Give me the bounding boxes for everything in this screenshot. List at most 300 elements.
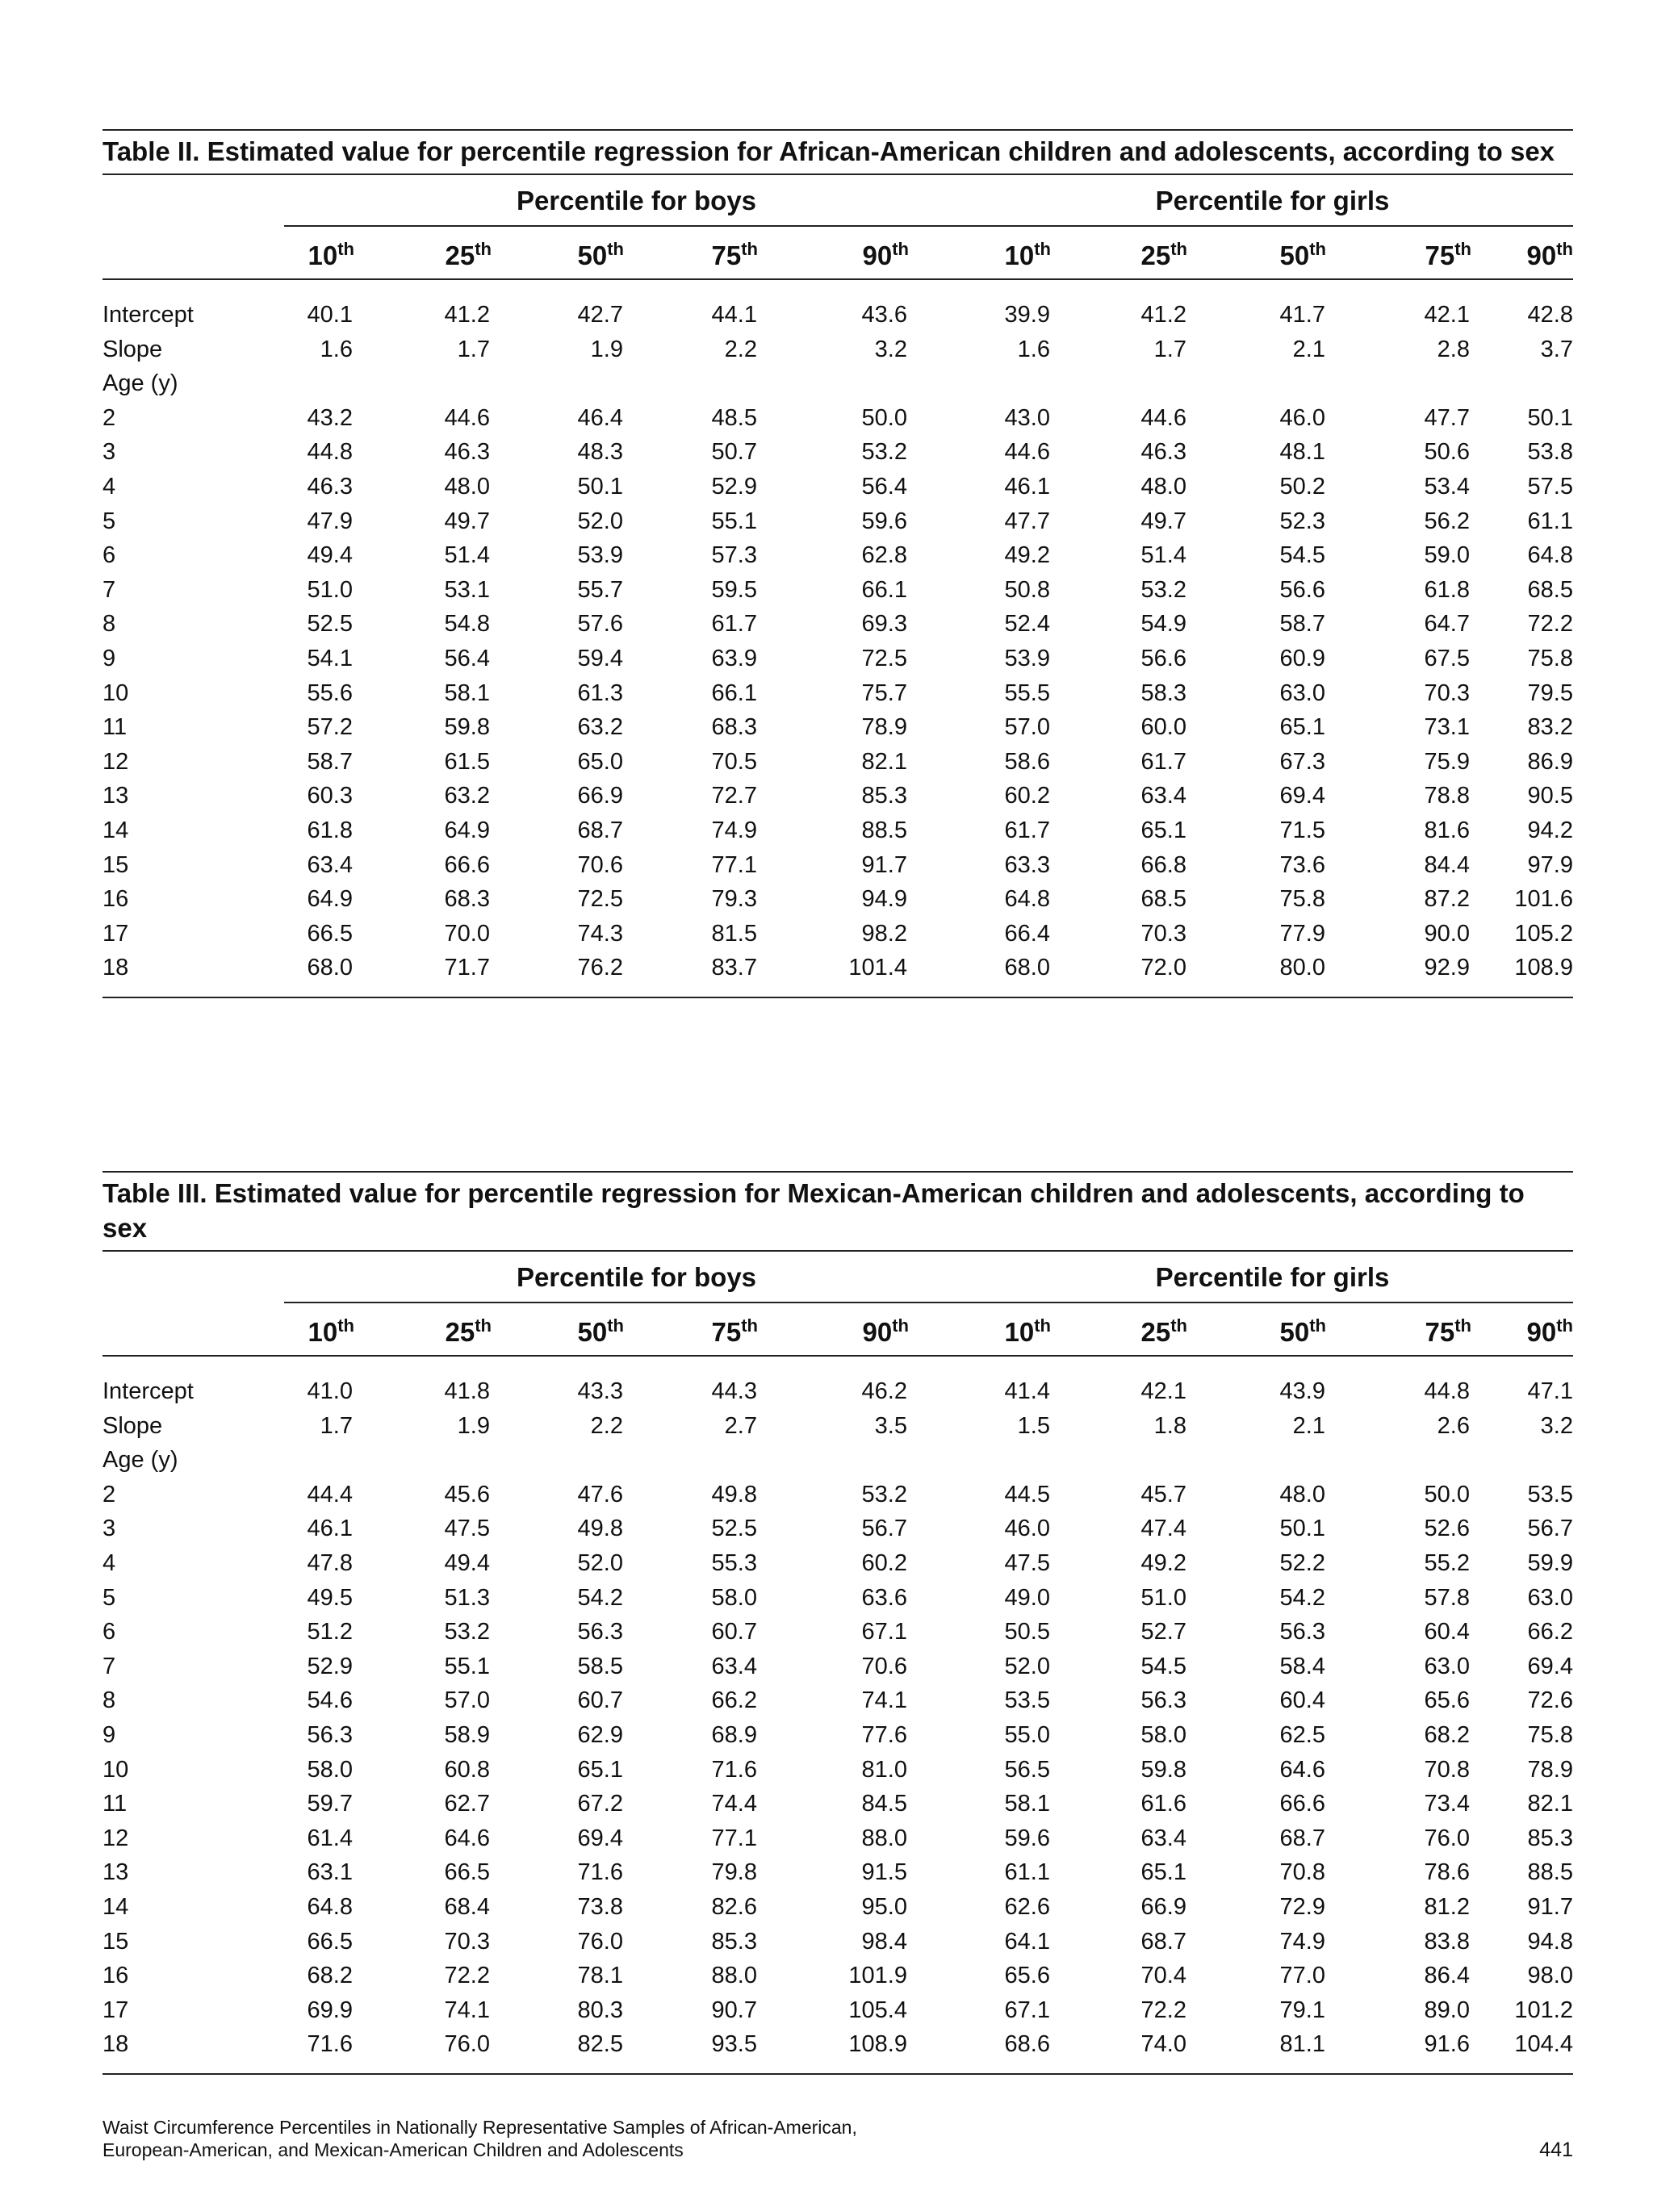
table-cell: 44.3: [711, 1378, 757, 1404]
table-cell: 69.4: [577, 1825, 623, 1851]
table-cell: 44.1: [711, 302, 757, 328]
table-cell: 48.0: [444, 473, 490, 500]
table-cell: 47.4: [1140, 1516, 1186, 1542]
table-cell: 58.9: [444, 1721, 490, 1748]
table-cell: 72.5: [577, 886, 623, 913]
table-cell: 81.2: [1424, 1893, 1470, 1920]
table-cell: 49.4: [307, 542, 353, 569]
table-cell: 54.1: [307, 645, 353, 671]
table-cell: 68.0: [1004, 955, 1050, 981]
table-cell: 88.0: [861, 1825, 907, 1851]
table-cell: 71.7: [444, 955, 490, 981]
table-row: [103, 332, 1573, 367]
table-cell: 75.8: [1527, 1721, 1573, 1748]
table-row: [103, 779, 1573, 813]
row-label: Intercept: [103, 302, 194, 328]
table-cell: 63.0: [1424, 1653, 1470, 1679]
table-cell: 66.2: [1527, 1619, 1573, 1645]
table-cell: 45.6: [444, 1481, 490, 1507]
percentile-suffix: th: [1170, 1315, 1187, 1336]
percentile-header: [1491, 227, 1573, 278]
table-cell: 74.0: [1140, 2031, 1186, 2058]
table-cell: 43.0: [1004, 404, 1050, 431]
table-cell: 44.6: [1140, 404, 1186, 431]
table-cell: 66.1: [861, 576, 907, 603]
table-cell: 90.0: [1424, 920, 1470, 947]
table-row: [103, 435, 1573, 470]
table-cell: 53.2: [444, 1619, 490, 1645]
table-row: [103, 1512, 1573, 1546]
table-cell: 68.3: [444, 886, 490, 913]
table-cell: 55.1: [444, 1653, 490, 1679]
table-cell: 58.1: [1004, 1791, 1050, 1817]
table-cell: 68.5: [1527, 576, 1573, 603]
percentile-suffix: th: [1454, 1315, 1471, 1336]
table-row: [103, 710, 1573, 745]
table-cell: 49.5: [307, 1584, 353, 1611]
percentile-header: [829, 1303, 909, 1355]
table-cell: 68.5: [1140, 886, 1186, 913]
percentile-number: 75: [1425, 1317, 1455, 1347]
table-cell: 66.5: [444, 1859, 490, 1886]
percentile-number: 25: [1140, 1317, 1171, 1347]
table-cell: 58.4: [1279, 1653, 1325, 1679]
table-cell: 91.7: [1527, 1893, 1573, 1920]
table-cell: 70.0: [444, 920, 490, 947]
table-cell: 40.1: [307, 302, 353, 328]
percentile-header: [1394, 1303, 1471, 1355]
row-label: 15: [103, 1928, 129, 1955]
row-label: Age (y): [103, 370, 178, 397]
table-cell: 68.7: [1140, 1928, 1186, 1955]
table-cell: 63.0: [1527, 1584, 1573, 1611]
table-cell: 105.2: [1514, 920, 1573, 947]
table-cell: 52.9: [711, 473, 757, 500]
table-row: [103, 573, 1573, 608]
group-header-boys: Percentile for boys: [516, 1262, 757, 1292]
percentile-suffix: th: [1034, 239, 1051, 259]
row-label: 5: [103, 1584, 116, 1611]
table-cell: 76.0: [444, 2031, 490, 2058]
table-cell: 52.2: [1279, 1549, 1325, 1576]
table-cell: 70.3: [444, 1928, 490, 1955]
table-cell: 1.7: [1153, 336, 1186, 362]
table-cell: 56.5: [1004, 1756, 1050, 1783]
row-label: 17: [103, 1997, 129, 2023]
table-row: [103, 1993, 1573, 2028]
table-cell: 3.7: [1540, 336, 1573, 362]
table-cell: 56.3: [577, 1619, 623, 1645]
table-cell: 56.7: [1527, 1516, 1573, 1542]
percentile-suffix: th: [337, 239, 354, 259]
row-label: 10: [103, 1756, 129, 1783]
table-cell: 66.4: [1004, 920, 1050, 947]
table-cell: 91.6: [1424, 2031, 1470, 2058]
table-row: [103, 1443, 1573, 1478]
table-row: [103, 917, 1573, 951]
table-cell: 94.9: [861, 886, 907, 913]
table-cell: 101.9: [848, 1963, 907, 1989]
table-cell: 71.5: [1279, 817, 1325, 843]
table-cell: 55.5: [1004, 679, 1050, 706]
table-cell: 79.3: [711, 886, 757, 913]
percentile-suffix: th: [607, 1315, 624, 1336]
table-cell: 3.5: [874, 1412, 907, 1439]
running-footer: [103, 2116, 857, 2161]
table-cell: 65.6: [1004, 1963, 1050, 1989]
table-cell: 53.5: [1004, 1687, 1050, 1714]
table-cell: 1.7: [457, 336, 490, 362]
table-cell: 53.8: [1527, 439, 1573, 466]
percentile-number: 75: [711, 240, 742, 270]
table-cell: 82.6: [711, 1893, 757, 1920]
table-cell: 56.6: [1279, 576, 1325, 603]
table-cell: 55.7: [577, 576, 623, 603]
table-cell: 56.2: [1424, 508, 1470, 534]
table-cell: 66.1: [711, 679, 757, 706]
table-cell: 54.9: [1140, 611, 1186, 638]
table-row: [103, 607, 1573, 642]
percentile-number: 90: [862, 240, 893, 270]
table-cell: 63.4: [1140, 783, 1186, 809]
table-row: [103, 882, 1573, 917]
table-cell: 46.4: [577, 404, 623, 431]
table-cell: 69.4: [1279, 783, 1325, 809]
table-cell: 54.8: [444, 611, 490, 638]
percentile-number: 10: [1004, 240, 1035, 270]
table-cell: 101.2: [1514, 1997, 1573, 2023]
percentile-suffix: th: [741, 1315, 758, 1336]
table-row: [103, 366, 1573, 401]
bottom-rule: [103, 2073, 1573, 2075]
row-label: 14: [103, 817, 129, 843]
table-cell: 78.9: [1527, 1756, 1573, 1783]
table-cell: 42.1: [1140, 1378, 1186, 1404]
table-cell: 54.2: [577, 1584, 623, 1611]
table-cell: 91.7: [861, 851, 907, 878]
percentile-suffix: th: [1454, 239, 1471, 259]
table-cell: 70.6: [577, 851, 623, 878]
table-title: Table II. Estimated value for percentile regression for African-American children and adolescents, according to sex: [103, 136, 1555, 166]
table-cell: 61.8: [307, 817, 353, 843]
table-cell: 1.8: [1153, 1412, 1186, 1439]
table-cell: 74.4: [711, 1791, 757, 1817]
table-row: [103, 1959, 1573, 1993]
table-cell: 61.5: [444, 748, 490, 775]
table-cell: 58.7: [307, 748, 353, 775]
table-cell: 47.8: [307, 1549, 353, 1576]
table-cell: 60.2: [861, 1549, 907, 1576]
table-cell: 61.1: [1004, 1859, 1050, 1886]
row-label: 16: [103, 886, 129, 913]
group-header-girls: Percentile for girls: [1155, 1262, 1390, 1292]
table-cell: 72.2: [1527, 611, 1573, 638]
table-cell: 46.1: [307, 1516, 353, 1542]
table-cell: 73.8: [577, 1893, 623, 1920]
table-cell: 104.4: [1514, 2031, 1573, 2058]
table-cell: 3.2: [1540, 1412, 1573, 1439]
table-cell: 71.6: [307, 2031, 353, 2058]
table-cell: 67.3: [1279, 748, 1325, 775]
table-cell: 47.7: [1424, 404, 1470, 431]
table-cell: 41.2: [444, 302, 490, 328]
table-cell: 50.1: [1279, 1516, 1325, 1542]
table-cell: 56.4: [444, 645, 490, 671]
row-label: 11: [103, 1791, 128, 1817]
table-cell: 56.6: [1140, 645, 1186, 671]
table-cell: 95.0: [861, 1893, 907, 1920]
percentile-suffix: th: [1556, 239, 1573, 259]
percentile-header: [1249, 227, 1326, 278]
percentile-number: 25: [1140, 240, 1171, 270]
table-cell: 73.1: [1424, 714, 1470, 741]
row-label: 8: [103, 1687, 116, 1714]
table-cell: 59.5: [711, 576, 757, 603]
table-cell: 52.3: [1279, 508, 1325, 534]
table-cell: 47.1: [1527, 1378, 1573, 1404]
table-cell: 71.6: [711, 1756, 757, 1783]
row-label: 18: [103, 955, 129, 981]
table-cell: 64.9: [444, 817, 490, 843]
table-cell: 68.3: [711, 714, 757, 741]
table-cell: 47.7: [1004, 508, 1050, 534]
table-cell: 56.3: [1279, 1619, 1325, 1645]
table-cell: 81.1: [1279, 2031, 1325, 2058]
row-label: 3: [103, 439, 116, 466]
table-cell: 44.5: [1004, 1481, 1050, 1507]
table-cell: 46.0: [1004, 1516, 1050, 1542]
row-label: 16: [103, 1963, 129, 1989]
table-cell: 44.6: [444, 404, 490, 431]
table-cell: 92.9: [1424, 955, 1470, 981]
table-cell: 57.0: [1004, 714, 1050, 741]
table-cell: 49.0: [1004, 1584, 1050, 1611]
table-row: [103, 813, 1573, 848]
table-cell: 50.0: [1424, 1481, 1470, 1507]
table-cell: 72.0: [1140, 955, 1186, 981]
table-cell: 47.9: [307, 508, 353, 534]
table-cell: 49.8: [711, 1481, 757, 1507]
table-cell: 85.3: [861, 783, 907, 809]
percentile-header: [409, 227, 492, 278]
table-row: [103, 676, 1573, 711]
table-cell: 50.1: [1527, 404, 1573, 431]
table-cell: 67.1: [1004, 1997, 1050, 2023]
table-cell: 53.4: [1424, 473, 1470, 500]
row-label: 13: [103, 1859, 129, 1886]
table-cell: 58.5: [577, 1653, 623, 1679]
table-cell: 79.5: [1527, 679, 1573, 706]
table-cell: 71.6: [577, 1859, 623, 1886]
table-cell: 70.3: [1140, 920, 1186, 947]
table-cell: 63.9: [711, 645, 757, 671]
table-cell: 72.2: [1140, 1997, 1186, 2023]
table-cell: 53.9: [1004, 645, 1050, 671]
table-cell: 66.5: [307, 1928, 353, 1955]
row-label: 7: [103, 576, 116, 603]
table-cell: 59.4: [577, 645, 623, 671]
table-cell: 41.2: [1140, 302, 1186, 328]
table-cell: 68.6: [1004, 2031, 1050, 2058]
table-row: [103, 1855, 1573, 1890]
table-cell: 48.0: [1279, 1481, 1325, 1507]
table-body: [103, 1357, 1573, 2073]
table-cell: 59.7: [307, 1791, 353, 1817]
table-cell: 78.1: [577, 1963, 623, 1989]
table-cell: 62.9: [577, 1721, 623, 1748]
percentile-suffix: th: [475, 239, 492, 259]
table-cell: 68.7: [1279, 1825, 1325, 1851]
table-cell: 46.1: [1004, 473, 1050, 500]
table-cell: 94.8: [1527, 1928, 1573, 1955]
row-label: 17: [103, 920, 129, 947]
table-cell: 52.9: [307, 1653, 353, 1679]
percentile-number: 10: [308, 1317, 338, 1347]
table-cell: 78.8: [1424, 783, 1470, 809]
table-cell: 72.7: [711, 783, 757, 809]
table-cell: 77.0: [1279, 1963, 1325, 1989]
table-cell: 43.9: [1279, 1378, 1325, 1404]
row-label: 18: [103, 2031, 129, 2058]
table-cell: 81.5: [711, 920, 757, 947]
table-row: [103, 1890, 1573, 1925]
percentile-number: 10: [1004, 1317, 1035, 1347]
row-label: 5: [103, 508, 116, 534]
table-cell: 74.9: [1279, 1928, 1325, 1955]
table-cell: 2.1: [1292, 336, 1325, 362]
table-cell: 108.9: [1514, 955, 1573, 981]
table-row: [103, 642, 1573, 676]
table-cell: 44.6: [1004, 439, 1050, 466]
table-row: [103, 1787, 1573, 1821]
table-cell: 43.3: [577, 1378, 623, 1404]
table-cell: 66.9: [1140, 1893, 1186, 1920]
table-cell: 67.2: [577, 1791, 623, 1817]
table-cell: 75.9: [1424, 748, 1470, 775]
table-cell: 63.1: [307, 1859, 353, 1886]
percentile-header: [1103, 1303, 1187, 1355]
table-cell: 57.5: [1527, 473, 1573, 500]
table-cell: 76.2: [577, 955, 623, 981]
table-cell: 59.0: [1424, 542, 1470, 569]
table-row: [103, 1683, 1573, 1718]
table-cell: 57.0: [444, 1687, 490, 1714]
table-cell: 1.5: [1017, 1412, 1050, 1439]
table-row: [103, 1718, 1573, 1753]
table-cell: 60.4: [1424, 1619, 1470, 1645]
percentile-number: 25: [445, 240, 475, 270]
table-cell: 48.1: [1279, 439, 1325, 466]
table-cell: 49.7: [444, 508, 490, 534]
table-cell: 57.2: [307, 714, 353, 741]
table-cell: 69.4: [1527, 1653, 1573, 1679]
row-label: Slope: [103, 1412, 163, 1439]
table-cell: 65.6: [1424, 1687, 1470, 1714]
percentile-header: [684, 1303, 758, 1355]
table-cell: 52.6: [1424, 1516, 1470, 1542]
table-cell: 77.6: [861, 1721, 907, 1748]
table-cell: 72.2: [444, 1963, 490, 1989]
table-cell: 66.8: [1140, 851, 1186, 878]
table-cell: 47.5: [444, 1516, 490, 1542]
row-label: 3: [103, 1516, 116, 1542]
table-row: [103, 504, 1573, 539]
percentile-header: [1491, 1303, 1573, 1355]
table-cell: 98.0: [1527, 1963, 1573, 1989]
table-cell: 60.2: [1004, 783, 1050, 809]
table-cell: 85.3: [1527, 1825, 1573, 1851]
table-cell: 44.8: [1424, 1378, 1470, 1404]
table-cell: 59.6: [861, 508, 907, 534]
table-cell: 45.7: [1140, 1481, 1186, 1507]
table-cell: 94.2: [1527, 817, 1573, 843]
table-cell: 55.3: [711, 1549, 757, 1576]
row-label: 13: [103, 783, 129, 809]
row-label: Intercept: [103, 1378, 194, 1404]
table-cell: 76.0: [1424, 1825, 1470, 1851]
table-cell: 66.6: [444, 851, 490, 878]
table-ii: [103, 129, 1573, 998]
table-cell: 79.1: [1279, 1997, 1325, 2023]
table-cell: 55.6: [307, 679, 353, 706]
percentile-suffix: th: [475, 1315, 492, 1336]
table-cell: 82.5: [577, 2031, 623, 2058]
percentile-header: [264, 1303, 354, 1355]
table-cell: 61.4: [307, 1825, 353, 1851]
group-header-row: [103, 175, 1573, 227]
row-label: 7: [103, 1653, 116, 1679]
table-cell: 50.5: [1004, 1619, 1050, 1645]
table-cell: 58.0: [1140, 1721, 1186, 1748]
table-cell: 48.0: [1140, 473, 1186, 500]
table-cell: 74.1: [861, 1687, 907, 1714]
table-cell: 64.8: [1004, 886, 1050, 913]
table-cell: 65.1: [1140, 1859, 1186, 1886]
table-cell: 61.7: [1140, 748, 1186, 775]
row-label: 12: [103, 1825, 129, 1851]
table-cell: 50.0: [861, 404, 907, 431]
table-cell: 2.6: [1437, 1412, 1470, 1439]
table-cell: 52.0: [1004, 1653, 1050, 1679]
table-cell: 52.5: [711, 1516, 757, 1542]
row-label: 15: [103, 851, 129, 878]
table-cell: 49.2: [1140, 1549, 1186, 1576]
table-cell: 90.5: [1527, 783, 1573, 809]
table-cell: 41.7: [1279, 302, 1325, 328]
percentile-header: [409, 1303, 492, 1355]
table-cell: 50.6: [1424, 439, 1470, 466]
table-cell: 98.2: [861, 920, 907, 947]
percentile-suffix: th: [607, 239, 624, 259]
table-cell: 1.6: [1017, 336, 1050, 362]
table-cell: 75.8: [1527, 645, 1573, 671]
percentile-header: [1394, 227, 1471, 278]
table-cell: 83.7: [711, 955, 757, 981]
footer-line-2: European-American, and Mexican-American Children and Adolescents: [103, 2139, 684, 2160]
table-cell: 50.7: [711, 439, 757, 466]
table-cell: 51.0: [307, 576, 353, 603]
table-cell: 68.7: [577, 817, 623, 843]
percentile-suffix: th: [1034, 1315, 1051, 1336]
percentile-suffix: th: [337, 1315, 354, 1336]
table-cell: 52.0: [577, 1549, 623, 1576]
table-cell: 44.4: [307, 1481, 353, 1507]
table-title: Table III. Estimated value for percentile regression for Mexican-American children and adolescents, according to sex: [103, 1178, 1525, 1243]
table-cell: 65.1: [577, 1756, 623, 1783]
percentile-header-row: [103, 1303, 1573, 1355]
table-cell: 51.3: [444, 1584, 490, 1611]
table-cell: 64.6: [444, 1825, 490, 1851]
